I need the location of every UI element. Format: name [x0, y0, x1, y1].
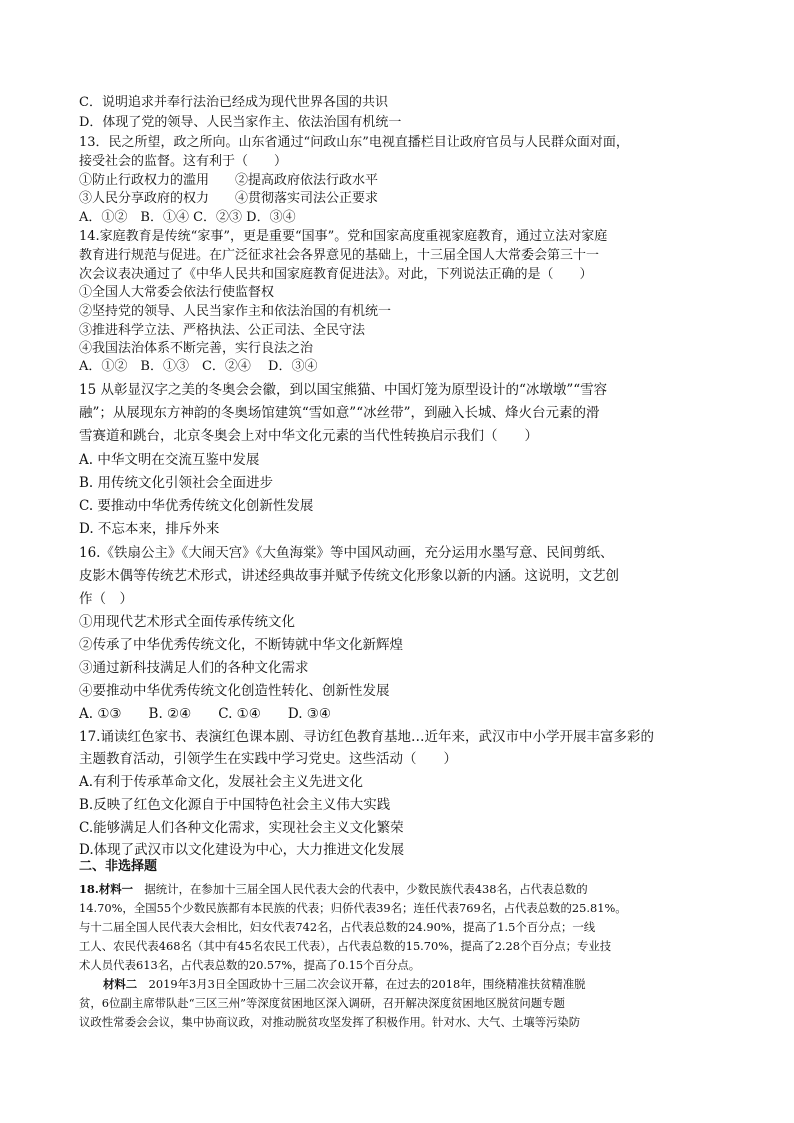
question-13-stem: 13．民之所望，政之所向。山东省通过“问政山东”电视直播栏目让政府官员与人民群众面对面，: [79, 135, 629, 150]
question-15-stem-cont2: 雪赛道和跳台，北京冬奥会上对中华文化元素的当代性转换启示我们（ ）: [79, 428, 538, 444]
question-15-option-d: D. 不忘本来，排斥外来: [79, 521, 220, 537]
question-16-options: A. ①③ B. ②④ C. ①④ D. ③④: [79, 706, 332, 722]
material-1-line-4: 工人、农民代表468名（其中有45名农民工代表），占代表总数的15.70%，提高了2.28个百分点；专业技: [79, 939, 612, 953]
question-17-option-d: D.体现了武汉市以文化建设为中心，大力推进文化发展: [79, 842, 405, 858]
question-16-stem-cont1: 皮影木偶等传统艺术形式，讲述经典故事并赋予传统文化形象以新的内涵。这说明，文艺创: [79, 568, 619, 584]
question-16-stem: 16.《铁扇公主》《大闹天宫》《大鱼海棠》等中国风动画，充分运用水墨写意、民间剪纸、: [79, 545, 614, 561]
material-2-line-2: 贫，6位副主席带队赴“三区三州”等深度贫困地区深入调研，召开解决深度贫困地区脱贫问题专题: [79, 996, 565, 1010]
question-13-item-3-4: ③人民分享政府的权力 ④贯彻落实司法公正要求: [79, 191, 379, 206]
question-14-item-3: ③推进科学立法、严格执法、公正司法、全民守法: [79, 323, 366, 338]
section-heading-nonchoice: 二、非选择题: [79, 859, 158, 874]
question-14-item-2: ②坚持党的领导、人民当家作主和依法治国的有机统一: [79, 304, 392, 319]
question-13-stem-cont: 接受社会的监督。这有利于（ ）: [79, 154, 288, 169]
question-16-item-4: ④要推动中华优秀传统文化创造性转化、创新性发展: [79, 683, 390, 699]
material-2-text: 2019年3月3日全国政协十三届二次会议开幕，在过去的2018年，围绕精准扶贫精准脱: [137, 977, 586, 991]
material-1-line-3: 与十二届全国人民代表大会相比，妇女代表742名，占代表总数的24.90%，提高了1.5个百分点；一线: [79, 920, 596, 934]
question-14-stem-cont1: 教育进行规范与促进。在广泛征求社会各界意见的基础上，十三届全国人大常委会第三十一: [79, 248, 600, 263]
material-1-line-1: [79, 880, 588, 898]
question-15-option-c: C. 要推动中华优秀传统文化创新性发展: [79, 498, 314, 514]
material-2-line-3: 议政性常委会会议，集中协商议政，对推动脱贫攻坚发挥了积极作用。针对水、大气、土壤等污染防: [79, 1015, 581, 1029]
material-1-text: 据统计，在参加十三届全国人民代表大会的代表中，少数民族代表438名，占代表总数的: [133, 882, 588, 896]
question-13-options: A．①② B．①④ C．②③ D．③④: [79, 210, 296, 225]
option-12c: C．说明追求并奉行法治已经成为现代世界各国的共识: [79, 95, 388, 110]
question-17-stem: 17.诵读红色家书、表演红色课本剧、寻访红色教育基地…近年来，武汉市中小学开展丰富多彩的: [79, 729, 654, 745]
question-14-stem-cont2: 次会议表决通过了《中华人民共和国家庭教育促进法》。对此，下列说法正确的是（ ）: [79, 267, 593, 282]
question-17-option-b: B.反映了红色文化源自于中国特色社会主义伟大实践: [79, 797, 391, 813]
question-17-stem-cont: 主题教育活动，引领学生在实践中学习党史。这些活动（ ）: [79, 751, 457, 767]
material-1-line-2: 14.70%，全国55个少数民族都有本民族的代表；归侨代表39名；连任代表769名，占代表总数的25.81%。: [79, 901, 627, 915]
question-14-item-4: ④我国法治体系不断完善，实行良法之治: [79, 341, 314, 356]
question-16-item-1: ①用现代艺术形式全面传承传统文化: [79, 614, 295, 630]
material-2-label: 材料二: [103, 977, 138, 991]
question-16-stem-cont2: 作（ ）: [79, 591, 133, 607]
question-16-item-2: ②传承了中华优秀传统文化，不断铸就中华文化新辉煌: [79, 637, 403, 653]
question-14-item-1: ①全国人大常委会依法行使监督权: [79, 285, 275, 300]
question-14-options: A．①② B．①③ C．②④ D．③④: [79, 359, 318, 374]
option-12d: D．体现了党的领导、人民当家作主、依法治国有机统一: [79, 115, 402, 130]
question-15-stem: 15 从彰显汉字之美的冬奥会会徽，到以国宝熊猫、中国灯笼为原型设计的“冰墩墩”“雪容: [79, 382, 608, 398]
question-17-option-a: A.有利于传承革命文化，发展社会主义先进文化: [79, 774, 364, 790]
material-2-line-1: [103, 975, 586, 993]
question-16-item-3: ③通过新科技满足人们的各种文化需求: [79, 660, 309, 676]
question-14-stem: 14.家庭教育是传统“家事”，更是重要“国事”。党和国家高度重视家庭教育，通过立法对家庭: [79, 229, 608, 244]
question-15-stem-cont1: 融”；从展现东方神韵的冬奥场馆建筑“雪如意”“冰丝带”，到融入长城、烽火台元素的滑: [79, 405, 600, 421]
question-15-option-b: B. 用传统文化引领社会全面进步: [79, 475, 274, 491]
question-13-item-1-2: ①防止行政权力的滥用 ②提高政府依法行政水平: [79, 173, 379, 188]
material-1-line-5: 术人员代表613名，占代表总数的20.57%，提高了0.15个百分点。: [79, 958, 421, 972]
question-17-option-c: C.能够满足人们各种文化需求，实现社会主义文化繁荣: [79, 820, 404, 836]
material-1-label: 18.材料一: [79, 882, 133, 896]
question-15-option-a: A. 中华文明在交流互鉴中发展: [79, 452, 260, 468]
